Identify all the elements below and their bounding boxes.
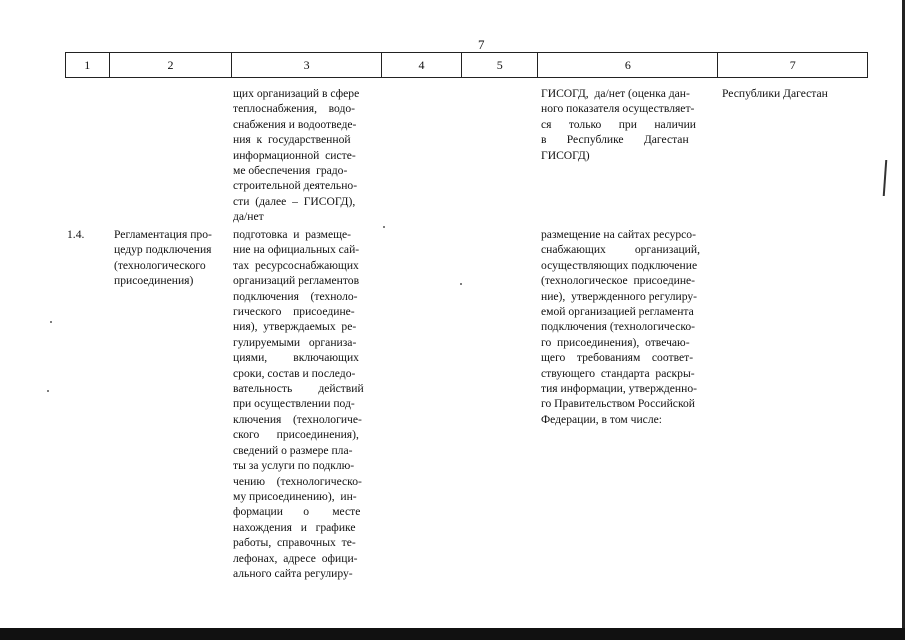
column-number-header [65,52,868,78]
header-row [66,53,868,78]
header-cell-2: 2 [109,53,232,78]
row-1-4-col6-text: размещение на сайтах ресурсо- снабжающих организаций, осуществляющих подключение (технологическое присоедине- ние), утвержденного регулиру- емой организацией регламента подключения (технологическо- го присоединения), отвечаю- щего требованиям соответ- ствующего стандарта раскры- тия информации, утвержденно- го Правительством Российской Федерации, в том числе: [541,228,700,426]
margin-mark [883,160,897,196]
page-number: 7 [478,37,485,52]
continuation-col3-text: щих организаций в сфере теплоснабжения, водо- снабжения и водоотведе- ния к государственной информационной систе- ме обеспечения градо- строительной деятельно- сти (далее – ГИСОГД), да/нет [233,87,360,224]
scan-speck [383,226,385,228]
header-cell-1: 1 [66,53,110,78]
scan-bottom-edge [0,628,905,640]
scan-speck [50,321,52,323]
scan-speck [47,390,49,392]
header-cell-4: 4 [381,53,461,78]
row-1-4-col3-text: подготовка и размеще- ние на официальных сай- тах ресурсоснабжающих организаций регламентов подключения (техноло- гического присоедине- ния), утверждаемых ре- гулируемыми организа- циями, включающих сроки, состав и последо- вательность действий при осуществлении под- ключения (технологиче- ского присоединения), сведений о размере пла- ты за услуги по подклю- чению (технологическо- му присоединению), ин- формации о месте нахождения и графике работы, справочных те- лефонах, адресе офици- ального сайта регулиру- [233,228,364,580]
header-cell-3: 3 [232,53,381,78]
continuation-col7-text: Республики Дагестан [722,87,828,100]
header-cell-5: 5 [462,53,538,78]
row-number: 1.4. [67,228,85,241]
scan-speck [460,283,462,285]
header-cell-6: 6 [538,53,718,78]
header-cell-7: 7 [718,53,868,78]
row-1-4-col2-text: Регламентация про- цедур подключения (технологического присоединения) [114,228,212,288]
continuation-col6-text: ГИСОГД, да/нет (оценка дан- ного показателя осуществляет- ся только при наличии в Республике Дагестан ГИСОГД) [541,87,697,162]
